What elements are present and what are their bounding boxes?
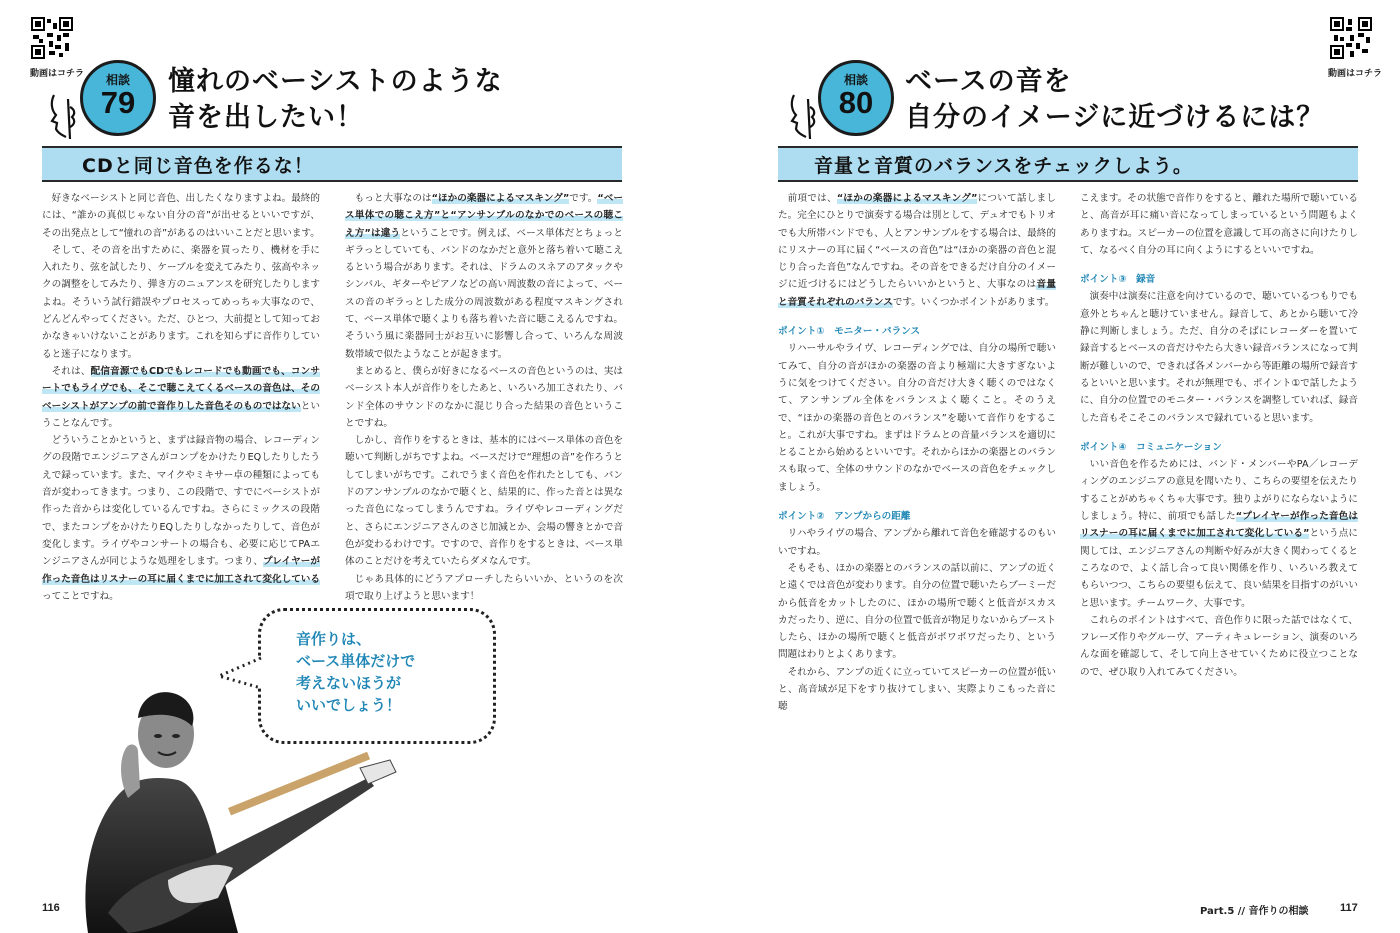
left-column-2 [345, 190, 623, 605]
highlight: 配信音源でもCDでもレコードでも動画でも、コンサートでもライヴでも、そこで聴こえてくるベースの音色は、そのベーシストがアンプの前で音作りした音色そのものではない [42, 365, 320, 412]
face-silhouette-icon [788, 93, 820, 143]
bubble-text: 音作りは、 ベース単体だけで 考えないほうが いいでしょう！ [296, 630, 416, 714]
right-column-2 [1080, 190, 1358, 681]
qr-code-icon[interactable] [1330, 17, 1372, 59]
banner-text: 音量と音質のバランスをチェックしよう。 [814, 155, 1193, 177]
badge-number: 79 [100, 85, 136, 120]
badge-word: 相談 [843, 73, 868, 87]
right-column-1 [778, 190, 1056, 716]
left-column-1 [42, 190, 320, 605]
face-silhouette-icon [48, 93, 80, 143]
paragraph: じゃあ具体的にどうアプローチしたらいいか、というのを次項で取り上げようと思います！ [345, 573, 623, 602]
bassist-photo [68, 668, 398, 933]
qr-code-icon[interactable] [31, 17, 73, 59]
paragraph: いい音色を作るためには、バンド・メンバーやPA／レコーディングのエンジニアの意見を聞いたり、こちらの要望を伝えたりすることがめちゃくちゃ大事です。独りよがりにならないようにしましょう。特に、前項でも話した“プレイヤーが作った音色はリスナーの耳に届くまでに加工されて変化している”という点に関しては、エンジニアさんの判断や好みが大きく関わってくるところなので、よく話し合って良い関係を作り、いろいろ教えてもらいつつ、こちらの要望も伝えて、良い結果を目指すのがいいと思います。チームワーク、大事です。 [1080, 459, 1359, 609]
highlight: “ほかの楽器によるマスキング” [836, 193, 978, 204]
right-page [700, 0, 1400, 933]
title-line-1: 憧れのベーシストのような [168, 66, 503, 97]
qr-label: 動画はコチラ [1328, 69, 1383, 79]
highlight: “ほかの楽器によるマスキング” [431, 193, 570, 204]
title-line-2: 自分のイメージに近づけるには？ [905, 102, 1325, 133]
paragraph: 演奏中は演奏に注意を向けているので、聴いているつもりでも意外とちゃんと聴けていません。録音して、あとから聴いて冷静に判断しましょう。ただ、自分のそばにレコーダーを置いて録音するとベースの音だけやたら大きい録音バランスになって判断が難しいので、できれば各メンバーから等距離の場所で録音するといいと思います。それが無理でも、ポイント①で話したように、自分の位置でのモニター・バランスを調整していれば、録音した音もそこそこのバランスで録れていると思います。 [1080, 291, 1358, 424]
point-heading-1: ポイント① モニター・バランス [778, 326, 921, 338]
part-label: Part.5 // 音作りの相談 [1200, 906, 1309, 917]
highlight: 音量と音質それぞれのバランス [778, 279, 1057, 308]
consultation-badge-80 [818, 60, 894, 136]
page-title [168, 64, 503, 136]
paragraph: そして、その音を出すために、楽器を買ったり、機材を手に入れたり、弦を試したり、ケーブルを変えてみたり、弦高やネックの調整をしてみたり、弾き方のニュアンスを研究したりしますよね。そういう試行錯誤やプロセスってめっちゃ大事なので、どんどんやってください。ただ、ひとつ、大前提として知っておかなきゃいけないことがあります。これを知らずに音作りしていると迷子になります。 [42, 244, 320, 360]
subtitle-banner [42, 146, 622, 182]
paragraph: そもそも、ほかの楽器とのバランスの話以前に、アンプの近くと遠くでは音色が変わります。自分の位置で聴いたらブーミーだから低音をカットしたのに、ほかの場所で聴くと低音がスカスカだったり、逆に、自分の位置で低音が物足りないからブーストしたら、ほかの場所で聴くと低音がボワボワだったり、という問題はわりとよくあります。 [778, 562, 1056, 661]
highlight: “プレイヤーが作った音色はリスナーの耳に届くまでに加工されて変化している” [1080, 511, 1358, 540]
highlight: プレイヤーが作った音色はリスナーの耳に届くまでに加工されて変化している [42, 556, 320, 585]
banner-text: CDと同じ音色を作るな！ [82, 155, 314, 177]
page-number: 116 [42, 902, 60, 914]
page-number: 117 [1340, 902, 1358, 914]
page-title [905, 64, 1324, 136]
paragraph: 好きなベーシストと同じ音色、出したくなりますよね。最終的には、“誰かの真似じゃない自分の音”が出せるといいですが、その出発点として“憧れの音”があるのはいいことだと思います。 [42, 193, 320, 239]
paragraph: それは、配信音源でもCDでもレコードでも動画でも、コンサートでもライヴでも、そこで聴こえてくるベースの音色は、そのベーシストがアンプの前で音作りした音色そのものではないということなんです。 [42, 365, 321, 429]
paragraph: それから、アンプの近くに立っていてスピーカーの位置が低いと、高音域が足下をすり抜けてしまい、実際よりこもった音に聴 [778, 666, 1056, 713]
paragraph: これらのポイントはすべて、音色作りに限った話ではなくて、フレーズ作りやグルーヴ、アーティキュレーション、演奏のいろんな面を確認して、そして向上させていくために役立つことなので、ぜひ取り入れてみてください。 [1080, 614, 1358, 678]
point-heading-3: ポイント③ 録音 [1080, 274, 1156, 286]
paragraph: リハやライヴの場合、アンプから離れて音色を確認するのもいいですね。 [778, 528, 1056, 557]
highlight: “ベース単体での聴こえ方”と“アンサンブルのなかでのベースの聴こえ方”は違う [345, 193, 623, 239]
paragraph: まとめると、僕らが好きになるベースの音色というのは、実はベーシスト本人が音作りをしたあと、いろいろ加工されたり、バンド全体のサウンドのなかに混じり合った結果の音色ということですね。 [345, 365, 623, 429]
title-line-2: 音を出したい！ [168, 102, 364, 133]
paragraph: しかし、音作りをするときは、基本的にはベース単体の音色を聴いて判断しがちですよね。ベースだけで“理想の音”を作ろうとしてしまいがちです。これでうまく音色を作れたとしても、バンドのアンサンブルのなかで聴くと、結果的に、作った音とは異なった音色になってしまうんですね。ライヴやレコーディングだと、さらにエンジニアさんのさじ加減とか、会場の響きとかで音色が変わるわけです。ですので、音作りをするときは、ベース単体のことだけを考えていたらダメなんです。 [345, 435, 623, 568]
qr-label: 動画はコチラ [30, 69, 85, 79]
badge-word: 相談 [105, 73, 130, 87]
badge-number: 80 [838, 85, 874, 120]
point-heading-2: ポイント② アンプからの距離 [778, 511, 911, 523]
subtitle-banner [778, 146, 1358, 182]
consultation-badge-79 [80, 60, 156, 136]
paragraph: 前項では、“ほかの楽器によるマスキング”について話しました。完全にひとりで演奏する場合は別として、デュオでもトリオでも大所帯バンドでも、人とアンサンブルをする場合は、最終的にリスナーの耳に届く“ベースの音色”は“ほかの楽器の音色と混じり合った音色”なんですね。その音をできるだけ自分のイメージに近づけるにはどうしたらいいかというと、大事なのは音量と音質それぞれのバランスです。いくつかポイントがあります。 [778, 193, 1057, 308]
paragraph: もっと大事なのは“ほかの楽器によるマスキング”です。“ベース単体での聴こえ方”と“アンサンブルのなかでのベースの聴こえ方”は違うということです。例えば、ベース単体だとちょっとギラっとしていても、バンドのなかだと意外と落ち着いて聴こえるという場合があります。それは、ドラムのスネアのアタックやシンバル、ギターやピアノなどの高い周波数の音によって、ベースの音のギラっとした成分の周波数がある程度マスキングされて、ベース単体で聴くよりも落ち着いた音に聴こえるんですね。そういう風に楽器同士がお互いに影響し合って、いろんな周波数帯域で似たようなことが起きます。 [345, 193, 623, 360]
paragraph: どういうことかというと、まずは録音物の場合、レコーディングの段階でエンジニアさんがコンプをかけたりEQしたりしたうえで録っています。また、マイクやミキサー卓の種類によっても音が変わってきます。つまり、この段階で、すでにベーシストが作った音からは変化しているんですね。さらにミックスの段階で、またコンプをかけたりEQしたりしなかったりして、音色が変化します。ライヴやコンサートの場合も、必要に応じてPAエンジニアさんが同じような処理をします。つまり、プレイヤーが作った音色はリスナーの耳に届くまでに加工されて変化しているってことですね。 [42, 435, 320, 602]
paragraph: こえます。その状態で音作りをすると、離れた場所で聴いていると、高音が耳に痛い音になってしまっているという問題もよくありますね。スピーカーの位置を意識して耳の高さに向けたりして、なるべく自分の耳に向くようにするといいですね。 [1080, 193, 1358, 256]
point-heading-4: ポイント④ コミュニケーション [1080, 441, 1222, 453]
title-line-1: ベースの音を [905, 66, 1072, 97]
paragraph: リハーサルやライヴ、レコーディングでは、自分の場所で聴いてみて、自分の音がほかの楽器の音より極端に大きすぎないように気をつけてください。自分の音だけ大きく聴くのではなくて、アンサンブル全体をバランスよく聴くこと。そのうえで、“ほかの楽器の音色とのバランス”を聴いて音作りをすること。これが大事ですね。まずはドラムとの音量バランスを適切にとることから始めるといいです。それからほかの楽器とのバランスも取って、全体のサウンドのなかでベースの音色をチェックしましょう。 [778, 343, 1056, 493]
